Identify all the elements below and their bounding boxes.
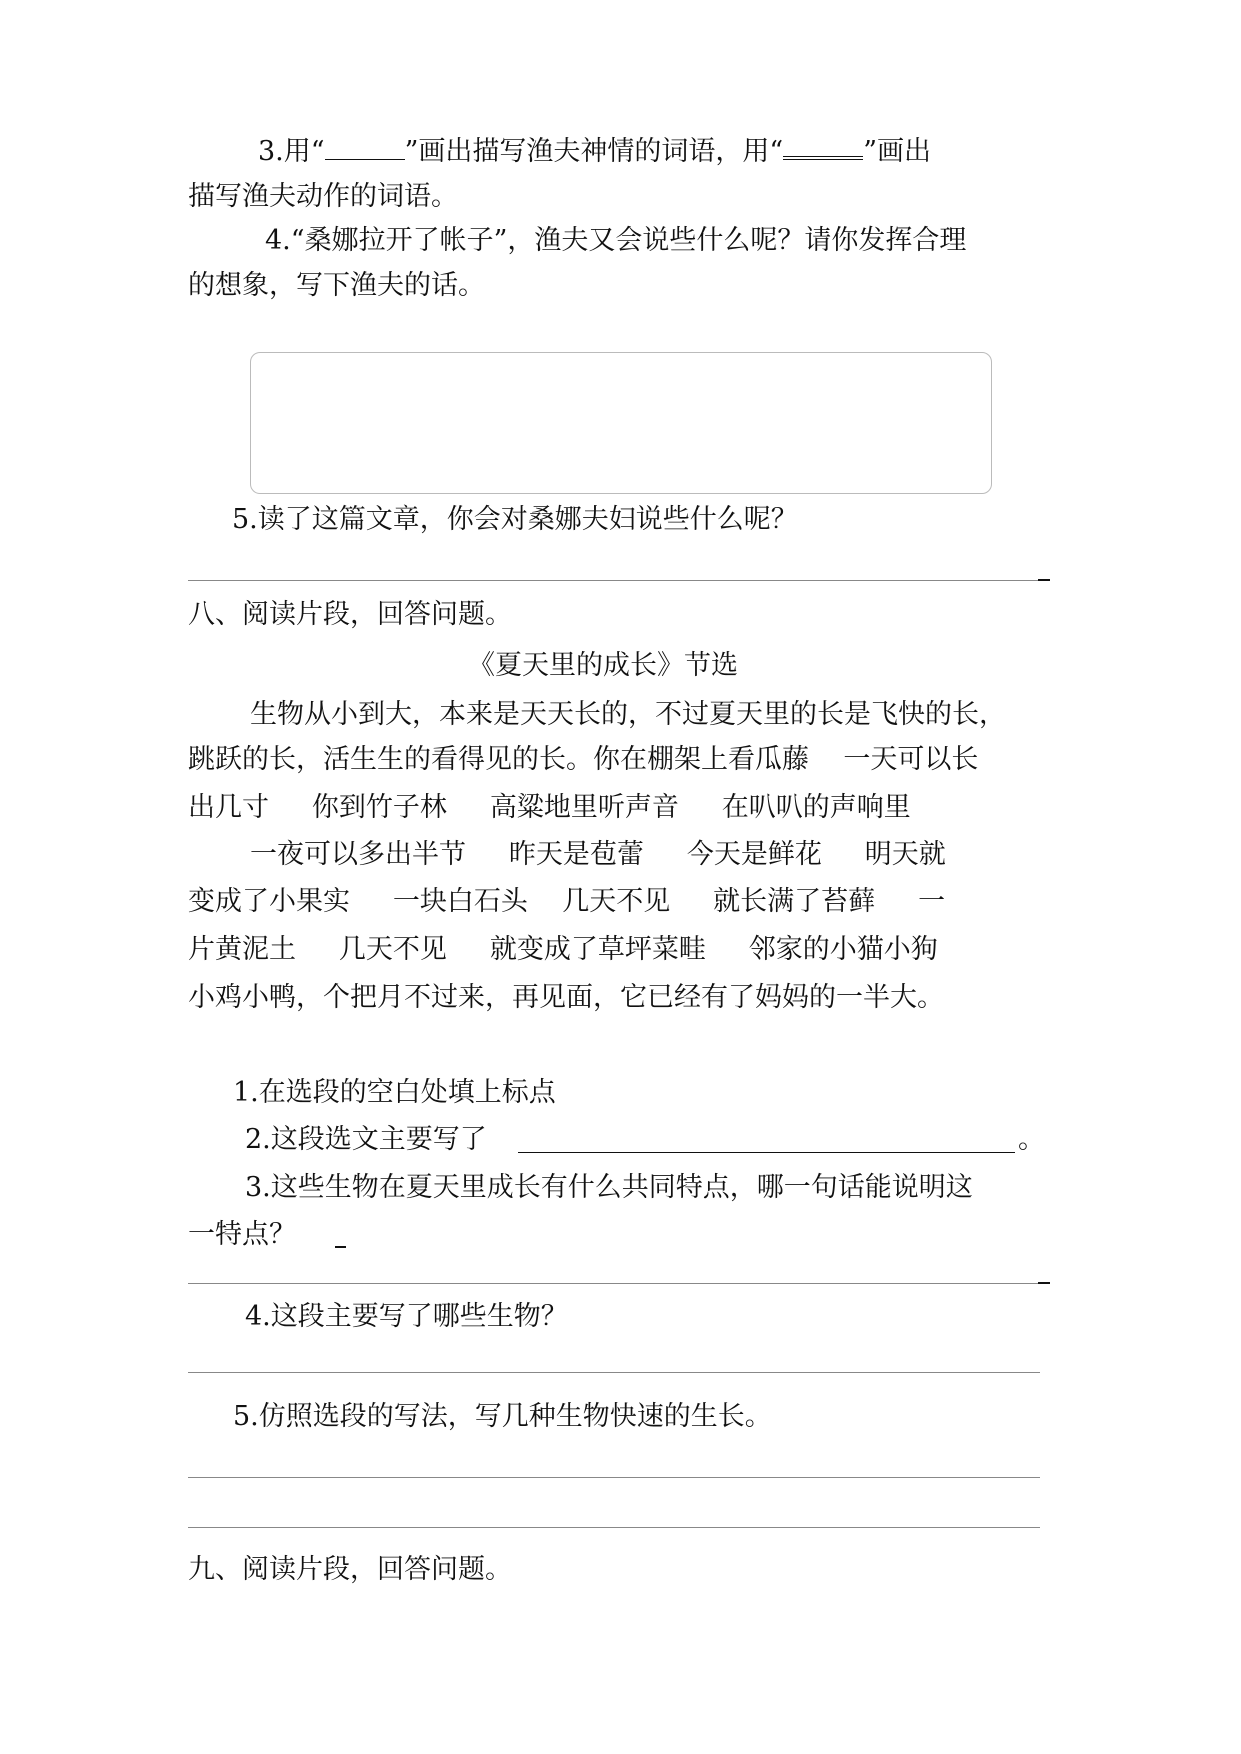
passage-line: 一夜可以多出半节 昨天是苞蕾 今天是鲜花 明天就: [250, 839, 946, 870]
answer-line: [188, 1477, 1040, 1478]
section-9-heading: 九、阅读片段，回答问题。: [188, 1554, 512, 1585]
answer-box[interactable]: [250, 352, 992, 494]
answer-line: [188, 1283, 1040, 1284]
answer-line: [188, 1527, 1040, 1528]
q3-text-b: ”画出描写渔夫神情的词语，用“: [404, 136, 784, 167]
passage-line: 出几寸 你到竹子林 高粱地里听声音 在叭叭的声响里: [188, 792, 911, 823]
s8-question-1: 1.在选段的空白处填上标点: [233, 1077, 556, 1108]
q3-dash: [335, 1246, 346, 1248]
q3-text-c: ”画出: [863, 136, 931, 167]
passage-line: 跳跃的长，活生生的看得见的长。你在棚架上看瓜藤 一天可以长: [188, 744, 979, 775]
passage-line: 变成了小果实 一块白石头 几天不见 就长满了苔藓 一: [188, 886, 946, 917]
s8-question-4: 4.这段主要写了哪些生物？: [245, 1301, 568, 1332]
s8-question-3-line2: 一特点？: [188, 1219, 296, 1250]
q3-text-a: 3.用“: [258, 136, 325, 167]
s8-question-5: 5.仿照选段的写法，写几种生物快速的生长。: [233, 1401, 772, 1432]
q2-period: 。: [1018, 1124, 1045, 1155]
question-5: 5.读了这篇文章，你会对桑娜夫妇说些什么呢？: [232, 504, 798, 535]
answer-line-end: [1038, 579, 1050, 581]
double-underline-blank: [783, 136, 863, 160]
question-3-line2: 描写渔夫动作的词语。: [188, 181, 458, 212]
answer-line: [188, 1372, 1040, 1373]
answer-line-end: [1038, 1282, 1050, 1284]
passage-line: 小鸡小鸭，个把月不过来，再见面，它已经有了妈妈的一半大。: [188, 982, 944, 1013]
q2-answer-blank[interactable]: [518, 1152, 1015, 1153]
s8-question-2: 2.这段选文主要写了: [245, 1124, 487, 1155]
question-4-line2: 的想象，写下渔夫的话。: [188, 270, 485, 301]
section-8-heading: 八、阅读片段，回答问题。: [188, 599, 512, 630]
single-underline-blank: [325, 137, 405, 160]
passage-line: 生物从小到大，本来是天天长的，不过夏天里的长是飞快的长，: [250, 699, 1006, 730]
question-4-line1: 4.“桑娜拉开了帐子”，渔夫又会说些什么呢？请你发挥合理: [265, 225, 967, 256]
passage-line: 片黄泥土 几天不见 就变成了草坪菜畦 邻家的小猫小狗: [188, 934, 938, 965]
passage-title: 《夏天里的成长》节选: [468, 650, 738, 681]
answer-line: [188, 580, 1040, 581]
s8-question-3-line1: 3.这些生物在夏天里成长有什么共同特点，哪一句话能说明这: [245, 1172, 973, 1203]
question-3: [258, 135, 931, 169]
